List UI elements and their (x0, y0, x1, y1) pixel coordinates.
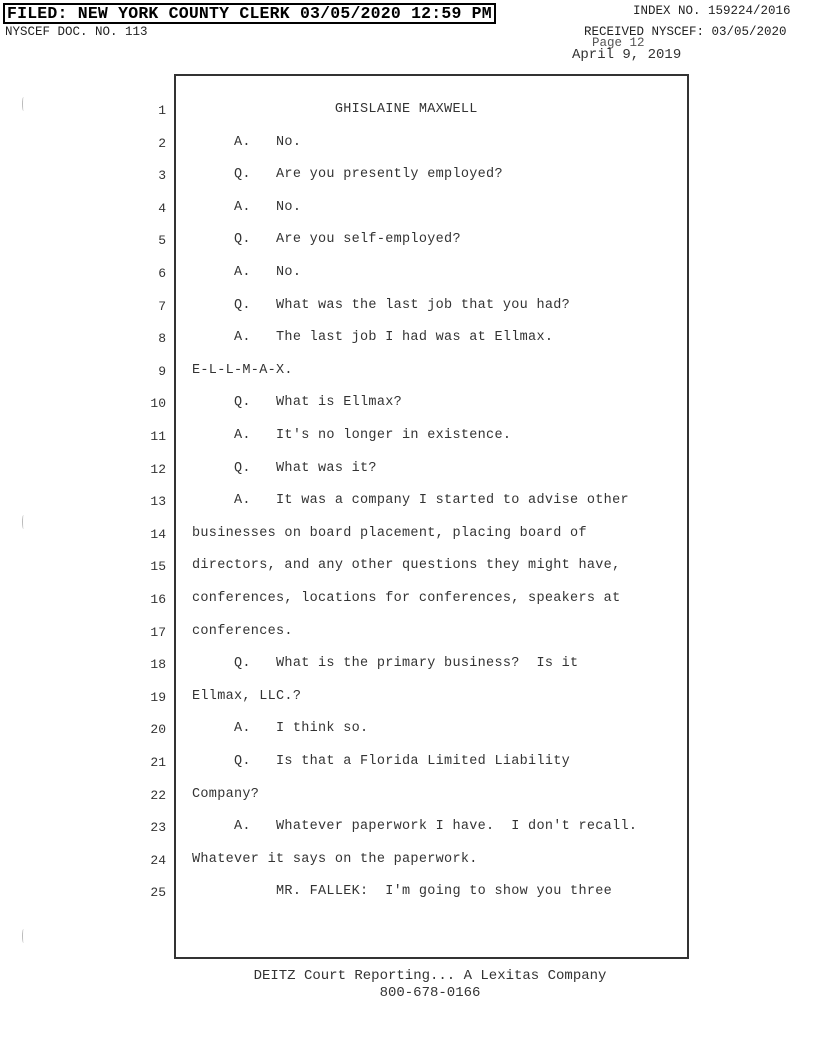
transcript-line: Q. What is the primary business? Is it (192, 656, 579, 671)
line-number: 7 (158, 299, 166, 314)
line-number: 18 (150, 657, 166, 672)
transcript-line: Company? (192, 787, 260, 802)
line-number: 24 (150, 853, 166, 868)
transcript-line: Q. What was it? (192, 461, 377, 476)
line-number: 9 (158, 364, 166, 379)
reporter-company: DEITZ Court Reporting... A Lexitas Company (253, 968, 607, 984)
line-number: 11 (150, 429, 166, 444)
line-number: 19 (150, 690, 166, 705)
transcript-line: Q. What is Ellmax? (192, 395, 403, 410)
line-number: 5 (158, 233, 166, 248)
line-number: 12 (150, 462, 166, 477)
line-number: 1 (158, 103, 166, 118)
transcript-line: Whatever it says on the paperwork. (192, 852, 478, 867)
margin-scan-mark (22, 929, 25, 943)
transcript-line: A. I think so. (192, 721, 369, 736)
line-number: 10 (150, 396, 166, 411)
transcript-line: conferences, locations for conferences, speakers at (192, 591, 621, 606)
transcript-line: Q. What was the last job that you had? (192, 298, 571, 313)
transcript-line: MR. FALLEK: I'm going to show you three (192, 884, 613, 899)
line-number: 15 (150, 559, 166, 574)
line-number: 17 (150, 625, 166, 640)
line-number: 14 (150, 527, 166, 542)
line-number: 6 (158, 266, 166, 281)
filed-stamp: FILED: NEW YORK COUNTY CLERK 03/05/2020 12:59 PM (3, 3, 496, 24)
transcript-line: A. No. (192, 135, 302, 150)
transcript-line: A. It's no longer in existence. (192, 428, 512, 443)
line-number: 25 (150, 885, 166, 900)
index-number: INDEX NO. 159224/2016 (633, 4, 791, 18)
page-label: Page 12 (592, 36, 645, 50)
line-number: 22 (150, 788, 166, 803)
line-number: 16 (150, 592, 166, 607)
line-number: 21 (150, 755, 166, 770)
reporter-phone: 800-678-0166 (379, 985, 481, 1001)
transcript-line: Ellmax, LLC.? (192, 689, 302, 704)
line-number: 8 (158, 331, 166, 346)
transcript-line: A. Whatever paperwork I have. I don't recall. (192, 819, 638, 834)
transcript-page-box (150, 74, 689, 959)
line-number: 23 (150, 820, 166, 835)
transcript-line: A. No. (192, 200, 302, 215)
line-number: 2 (158, 136, 166, 151)
transcript-line: Q. Are you self-employed? (192, 232, 461, 247)
transcript-line: Q. Are you presently employed? (192, 167, 503, 182)
transcript-line: directors, and any other questions they might have, (192, 558, 621, 573)
transcript-line: A. The last job I had was at Ellmax. (192, 330, 554, 345)
transcript-line: E-L-L-M-A-X. (192, 363, 293, 378)
transcript-line: A. It was a company I started to advise other (192, 493, 629, 508)
line-number: 20 (150, 722, 166, 737)
transcript-line: Q. Is that a Florida Limited Liability (192, 754, 571, 769)
nyscef-doc-number: NYSCEF DOC. NO. 113 (5, 25, 148, 39)
line-number: 4 (158, 201, 166, 216)
transcript-line: A. No. (192, 265, 302, 280)
transcript-line: conferences. (192, 624, 293, 639)
transcript-line: businesses on board placement, placing board of (192, 526, 587, 541)
line-number: 3 (158, 168, 166, 183)
transcript-line: GHISLAINE MAXWELL (192, 102, 478, 117)
hearing-date: April 9, 2019 (572, 47, 682, 63)
received-nyscef: RECEIVED NYSCEF: 03/05/2020 (584, 25, 787, 39)
line-number: 13 (150, 494, 166, 509)
